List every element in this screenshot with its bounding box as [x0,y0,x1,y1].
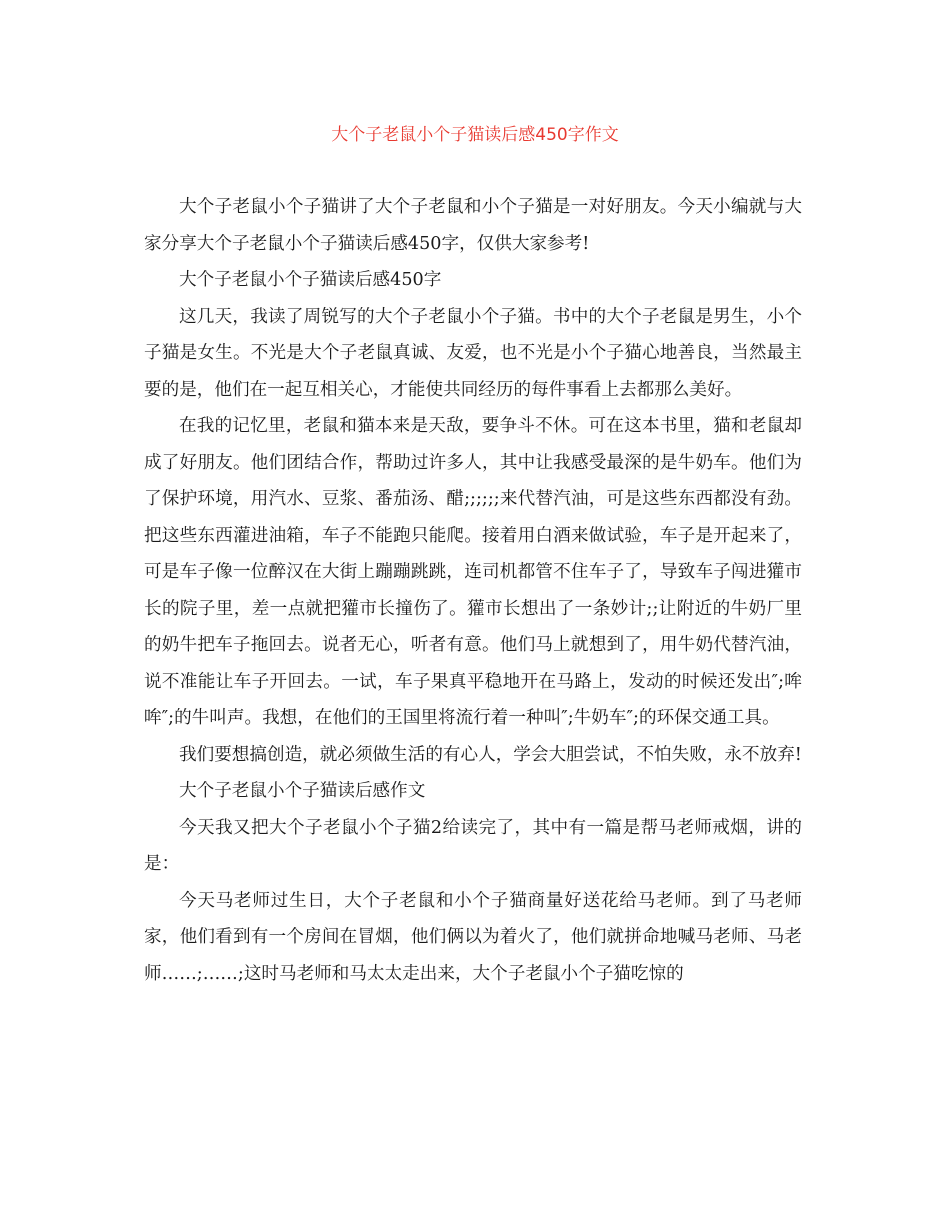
body-paragraph: 在我的记忆里，老鼠和猫本来是天敌，要争斗不休。可在这本书里，猫和老鼠却成了好朋友。他们团结合作，帮助过许多人，其中让我感受最深的是牛奶车。他们为了保护环境，用汽水、豆浆、番茄汤、醋;;;;;;来代替汽油，可是这些东西都没有劲。把这些东西灌进油箱，车子不能跑只能爬。接着用白酒来做试验，车子是开起来了，可是车子像一位醉汉在大街上蹦蹦跳跳，连司机都管不住车子了，导致车子闯进獾市长的院子里，差一点就把獾市长撞伤了。獾市长想出了一条妙计;;让附近的牛奶厂里的奶牛把车子拖回去。说者无心，听者有意。他们马上就想到了，用牛奶代替汽油，说不准能让车子开回去。一试，车子果真平稳地开在马路上，发动的时候还发出″;哞哞″;的牛叫声。我想，在他们的王国里将流行着一种叫″;牛奶车″;的环保交通工具。 [144,416,802,728]
section-heading: 大个子老鼠小个子猫读后感作文 [179,781,426,801]
document-body [144,189,802,992]
body-paragraph: 这几天，我读了周锐写的大个子老鼠小个子猫。书中的大个子老鼠是男生，小个子猫是女生。不光是大个子老鼠真诚、友爱，也不光是小个子猫心地善良，当然最主要的是，他们在一起互相关心，才能使共同经历的每件事看上去都那么美好。 [144,306,802,400]
body-paragraph: 今天我又把大个子老鼠小个子猫2给读完了，其中有一篇是帮马老师戒烟，讲的是： [144,817,802,874]
document-title: 大个子老鼠小个子猫读后感450字作文 [331,125,619,145]
body-paragraph: 今天马老师过生日，大个子老鼠和小个子猫商量好送花给马老师。到了马老师家，他们看到有一个房间在冒烟，他们俩以为着火了，他们就拼命地喊马老师、马老师……;……;这时马老师和马太太走出来，大个子老鼠小个子猫吃惊的 [144,890,802,984]
intro-paragraph: 大个子老鼠小个子猫讲了大个子老鼠和小个子猫是一对好朋友。今天小编就与大家分享大个子老鼠小个子猫读后感450字，仅供大家参考! [144,197,802,254]
body-paragraph: 我们要想搞创造，就必须做生活的有心人，学会大胆尝试，不怕失败，永不放弃! [179,744,802,765]
section-heading: 大个子老鼠小个子猫读后感450字 [179,270,442,290]
